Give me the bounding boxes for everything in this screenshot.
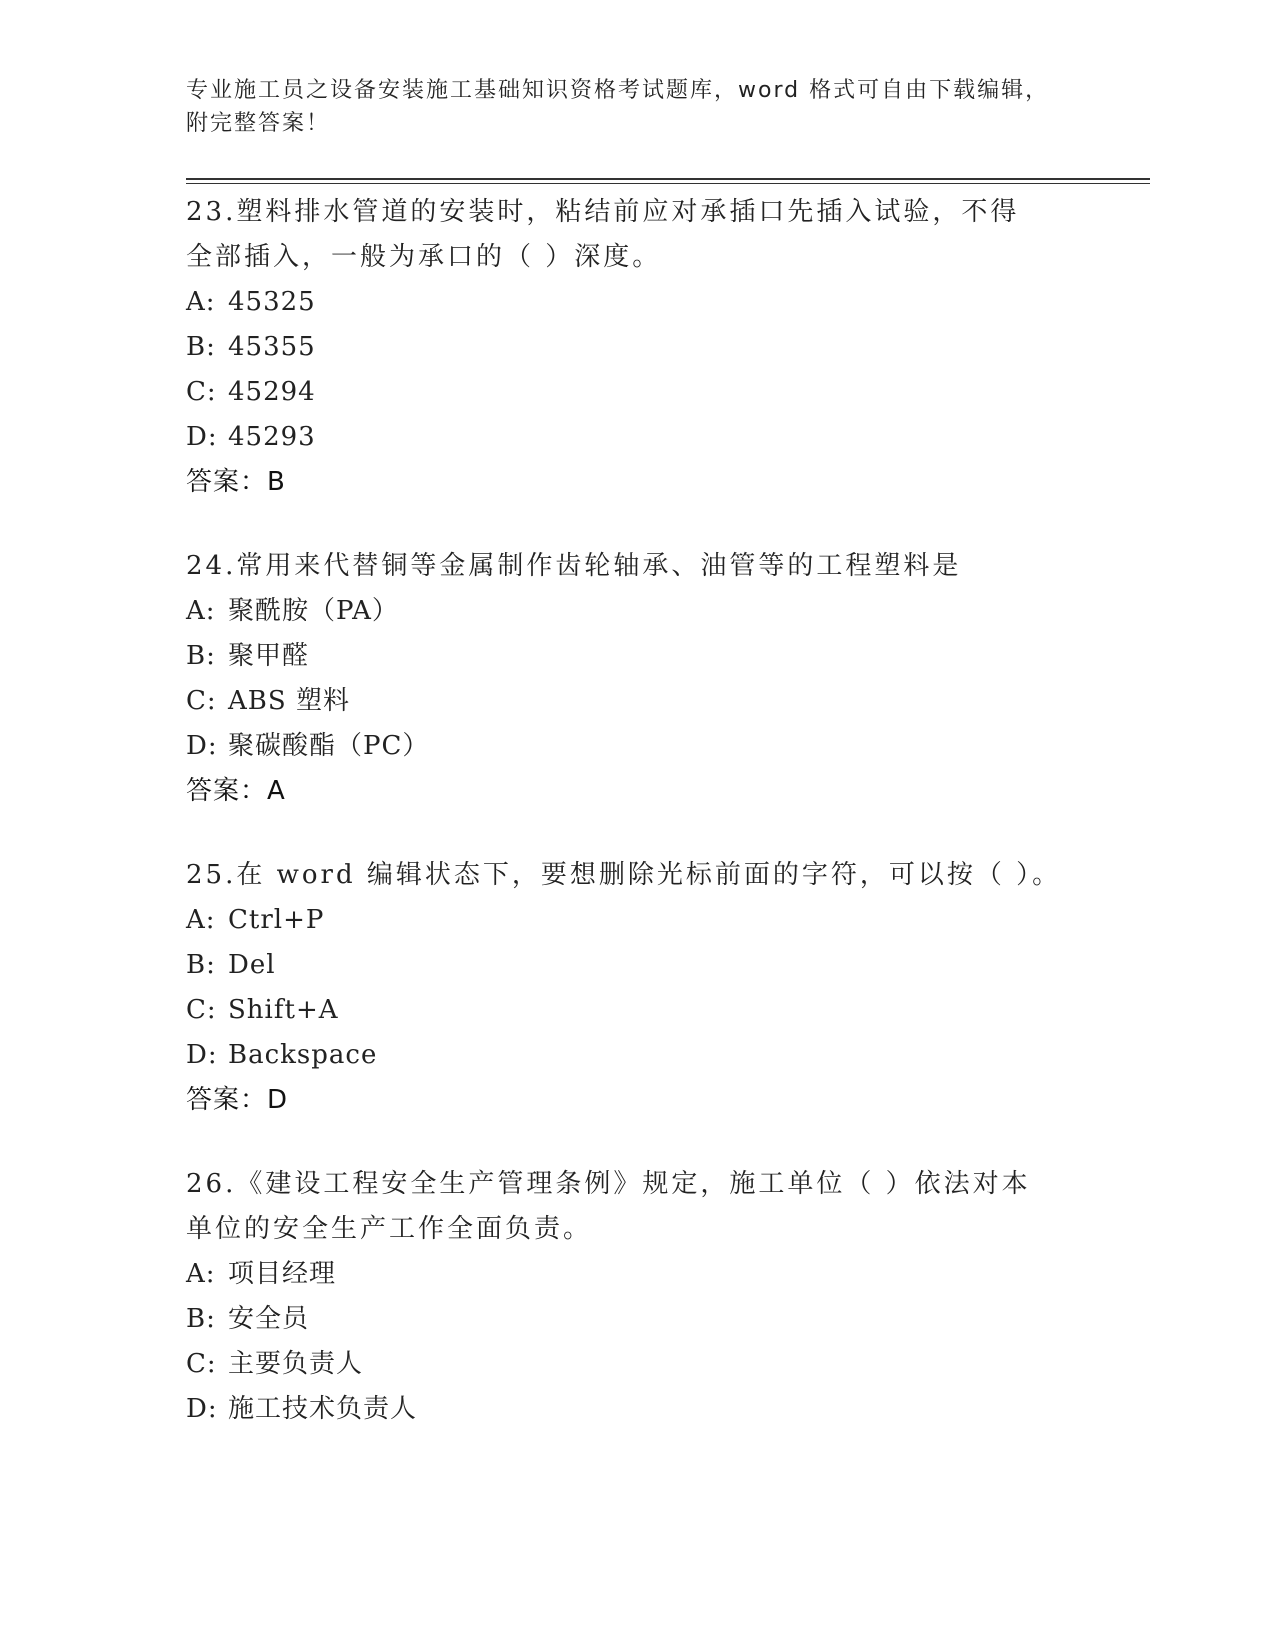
question-text: 26.《建设工程安全生产管理条例》规定，施工单位（ ）依法对本单位的安全生产工作全面负责。 bbox=[186, 1169, 1031, 1244]
option-letter: C: bbox=[186, 686, 217, 716]
option-letter: A: bbox=[186, 1259, 216, 1289]
option-text: 安全员 bbox=[228, 1304, 310, 1334]
option-c bbox=[186, 1342, 1086, 1387]
option-letter: B: bbox=[186, 1304, 216, 1334]
option-letter: C: bbox=[186, 1349, 217, 1379]
option-b bbox=[186, 1297, 1086, 1342]
option-text: 施工技术负责人 bbox=[228, 1394, 418, 1424]
option-text: ABS 塑料 bbox=[228, 686, 350, 716]
option-c bbox=[186, 370, 1086, 415]
option-c bbox=[186, 988, 1086, 1033]
option-text: 45325 bbox=[228, 287, 316, 317]
question-25 bbox=[186, 853, 1086, 1123]
answer-line: 答案：D bbox=[186, 1085, 289, 1115]
option-letter: A: bbox=[186, 905, 216, 935]
option-text: 聚甲醛 bbox=[228, 641, 310, 671]
document-header bbox=[186, 74, 1086, 140]
option-text: 聚碳酸酯（PC） bbox=[228, 731, 430, 761]
option-text: Del bbox=[228, 950, 276, 980]
option-text: 45355 bbox=[228, 332, 316, 362]
option-letter: D: bbox=[186, 731, 218, 761]
question-text: 24.常用来代替铜等金属制作齿轮轴承、油管等的工程塑料是 bbox=[186, 551, 962, 581]
option-text: 聚酰胺（PA） bbox=[228, 596, 399, 626]
option-d bbox=[186, 415, 1086, 460]
question-23 bbox=[186, 190, 1086, 505]
option-text: 主要负责人 bbox=[228, 1349, 364, 1379]
header-divider-thick bbox=[186, 178, 1150, 180]
option-letter: B: bbox=[186, 332, 216, 362]
option-letter: A: bbox=[186, 287, 216, 317]
option-letter: B: bbox=[186, 641, 216, 671]
question-text: 23.塑料排水管道的安装时，粘结前应对承插口先插入试验，不得全部插入，一般为承口的（ ）深度。 bbox=[186, 197, 1020, 272]
answer-line: 答案：A bbox=[186, 776, 286, 806]
option-b bbox=[186, 943, 1086, 988]
option-letter: B: bbox=[186, 950, 216, 980]
option-a bbox=[186, 589, 1086, 634]
option-letter: D: bbox=[186, 422, 218, 452]
option-text: 45294 bbox=[228, 377, 316, 407]
question-text: 25.在 word 编辑状态下，要想删除光标前面的字符，可以按（ ）。 bbox=[186, 860, 1062, 890]
option-letter: D: bbox=[186, 1394, 218, 1424]
question-24 bbox=[186, 544, 1086, 814]
header-line-1: 专业施工员之设备安装施工基础知识资格考试题库，word 格式可自由下载编辑， bbox=[186, 78, 1050, 103]
option-c bbox=[186, 679, 1086, 724]
option-a bbox=[186, 1252, 1086, 1297]
option-a bbox=[186, 898, 1086, 943]
option-text: Shift+A bbox=[228, 995, 339, 1025]
question-list bbox=[186, 190, 1086, 1471]
answer-line: 答案：B bbox=[186, 467, 286, 497]
question-26 bbox=[186, 1162, 1086, 1432]
option-text: 项目经理 bbox=[228, 1259, 337, 1289]
option-text: Ctrl+P bbox=[228, 905, 325, 935]
option-text: Backspace bbox=[228, 1040, 378, 1070]
option-d bbox=[186, 1033, 1086, 1078]
option-text: 45293 bbox=[228, 422, 316, 452]
option-letter: D: bbox=[186, 1040, 218, 1070]
option-letter: C: bbox=[186, 995, 217, 1025]
header-line-2: 附完整答案！ bbox=[186, 111, 331, 136]
option-d bbox=[186, 1387, 1086, 1432]
option-a bbox=[186, 280, 1086, 325]
option-b bbox=[186, 325, 1086, 370]
option-letter: C: bbox=[186, 377, 217, 407]
option-d bbox=[186, 724, 1086, 769]
option-b bbox=[186, 634, 1086, 679]
header-divider-thin bbox=[186, 183, 1150, 184]
option-letter: A: bbox=[186, 596, 216, 626]
